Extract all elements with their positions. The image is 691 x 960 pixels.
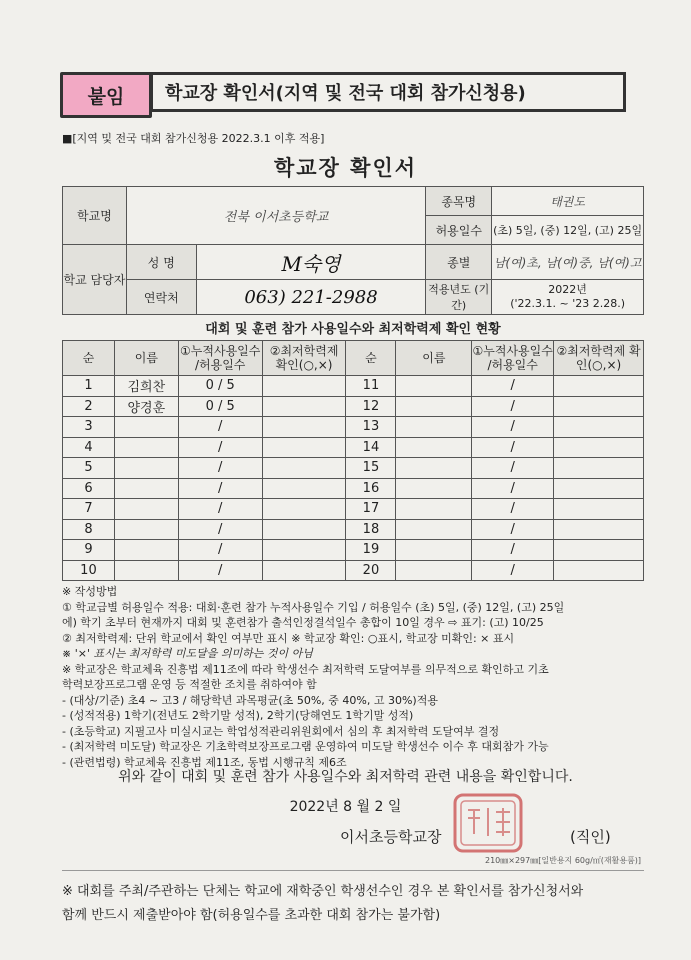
- row-no: 14: [346, 437, 396, 458]
- name-label: 성 명: [126, 245, 196, 280]
- confirmation-statement: 위와 같이 대회 및 훈련 참가 사용일수와 최저학력 관련 내용을 확인합니다.: [118, 769, 573, 785]
- table-row: [63, 376, 644, 397]
- confirmation-date: 2022년 8 월 2 일: [289, 799, 402, 815]
- row-days: /: [178, 478, 262, 499]
- row-name: [396, 540, 472, 561]
- instruction-line: ※ 학교장은 학교체육 진흥법 제11조에 따라 학생선수 최저학력 도달여부를 의무적으로 확인하고 기초: [62, 662, 549, 676]
- row-no: 3: [63, 417, 115, 438]
- row-check: [554, 519, 644, 540]
- row-check: [554, 396, 644, 417]
- row-days: /: [472, 417, 554, 438]
- row-check: [554, 458, 644, 479]
- instruction-line: ※ 작성방법: [62, 585, 118, 598]
- instruction-line: ② 최저학력제: 단위 학교에서 확인 여부만 표시 ※ 학교장 확인: ○표시, 학교장 미확인: × 표시: [62, 631, 515, 645]
- row-no: 12: [346, 396, 396, 417]
- row-name: [396, 519, 472, 540]
- row-no: 11: [346, 376, 396, 397]
- row-check: [262, 396, 346, 417]
- row-check: [262, 560, 346, 581]
- table-row: [63, 417, 644, 438]
- row-check: [262, 499, 346, 520]
- allowed-days-value: (초) 5일, (중) 12일, (고) 25일: [492, 216, 644, 245]
- school-name-value: 전북 이서초등학교: [126, 187, 425, 245]
- row-check: [262, 458, 346, 479]
- row-no: 15: [346, 458, 396, 479]
- row-name: [396, 458, 472, 479]
- applicability-note: ■[지역 및 전국 대회 참가신청용 2022.3.1 이후 적용]: [62, 132, 325, 145]
- row-name: 양경훈: [114, 396, 178, 417]
- table-row: [63, 499, 644, 520]
- row-days: /: [472, 540, 554, 561]
- event-value: 태권도: [492, 187, 644, 216]
- row-name: [396, 560, 472, 581]
- row-days: /: [178, 499, 262, 520]
- official-seal-icon: [452, 792, 524, 854]
- header-name: 이름: [114, 341, 178, 376]
- row-no: 5: [63, 458, 115, 479]
- footer-line: ※ 대회를 주최/주관하는 단체는 학교에 재학중인 학생선수인 경우 본 확인서를 참가신청서와: [62, 884, 584, 899]
- school-name-label: 학교명: [63, 187, 127, 245]
- instruction-line: ① 학교급별 허용일수 적용: 대회·훈련 참가 누적사용일수 기입 / 허용일수 (초) 5일, (중) 12일, (고) 25일: [62, 600, 565, 614]
- row-check: [554, 417, 644, 438]
- year-value: [492, 280, 644, 315]
- row-no: 6: [63, 478, 115, 499]
- row-days: /: [178, 417, 262, 438]
- row-check: [554, 499, 644, 520]
- row-name: [396, 417, 472, 438]
- row-days: /: [472, 437, 554, 458]
- row-name: [396, 376, 472, 397]
- instruction-line: - (관련법령) 학교체육 진흥법 제11조, 동법 시행규칙 제6조: [62, 755, 347, 769]
- row-name: [396, 437, 472, 458]
- row-check: [554, 540, 644, 561]
- row-name: 김희찬: [114, 376, 178, 397]
- table-row: [63, 396, 644, 417]
- row-days: /: [178, 458, 262, 479]
- year-text: 2022년: [548, 283, 587, 296]
- roster-table: [62, 340, 644, 581]
- row-check: [262, 417, 346, 438]
- divider: [62, 870, 644, 871]
- allowed-days-label: 허용일수: [426, 216, 492, 245]
- instruction-line: - (최저학력 미도달) 학교장은 기초학력보장프로그램 운영하여 미도달 학생선수 이수 후 대회참가 가능: [62, 740, 549, 753]
- row-no: 13: [346, 417, 396, 438]
- row-check: [554, 478, 644, 499]
- row-no: 18: [346, 519, 396, 540]
- row-name: [114, 499, 178, 520]
- instruction-line: 에) 학기 초부터 현재까지 대회 및 훈련참가 출석인정결석일수 총합이 10일 경우 ⇨ 표기: (고) 10/25: [62, 616, 544, 629]
- row-no: 4: [63, 437, 115, 458]
- row-check: [262, 519, 346, 540]
- instruction-line: ※ '×' 표시는 최저학력 미도달을 의미하는 것이 아님: [62, 647, 313, 660]
- row-no: 7: [63, 499, 115, 520]
- row-name: [114, 417, 178, 438]
- footer-note: [62, 880, 662, 928]
- header-days: ①누적사용일수 /허용일수: [178, 341, 262, 376]
- row-days: /: [472, 376, 554, 397]
- instruction-line: - (대상/기준) 초4 ~ 고3 / 해당학년 과목평균(초 50%, 중 40%, 고 30%)적용: [62, 693, 438, 707]
- row-name: [114, 560, 178, 581]
- row-check: [262, 437, 346, 458]
- row-name: [396, 499, 472, 520]
- instruction-line: - (초등학교) 지필고사 미실시교는 학업성적관리위원회에서 심의 후 최저학력 도달여부 결정: [62, 724, 500, 738]
- manager-name-handwritten: M숙영: [196, 245, 426, 280]
- period-text: ('22.3.1. ~ '23 2.28.): [510, 297, 625, 310]
- row-no: 19: [346, 540, 396, 561]
- row-no: 16: [346, 478, 396, 499]
- row-name: [114, 437, 178, 458]
- row-days: /: [178, 540, 262, 561]
- event-label: 종목명: [426, 187, 492, 216]
- row-no: 2: [63, 396, 115, 417]
- row-check: [262, 478, 346, 499]
- footer-line: 함께 반드시 제출받아야 함(허용일수를 초과한 대회 참가는 불가함): [62, 908, 441, 923]
- row-check: [554, 437, 644, 458]
- contact-label: 연락처: [126, 280, 196, 315]
- document-heading: 학교장 확인서(지역 및 전국 대회 참가신청용): [150, 72, 626, 112]
- row-check: [262, 540, 346, 561]
- row-days: 0 / 5: [178, 376, 262, 397]
- row-days: /: [472, 519, 554, 540]
- roster-title: 대회 및 훈련 참가 사용일수와 최저학력제 확인 현황: [205, 322, 501, 337]
- row-days: /: [472, 560, 554, 581]
- table-row: [63, 458, 644, 479]
- form-title: 학교장 확인서: [273, 156, 418, 180]
- row-days: /: [472, 478, 554, 499]
- table-row: [63, 519, 644, 540]
- manager-label: 학교 담당자: [63, 245, 127, 315]
- row-no: 10: [63, 560, 115, 581]
- info-table: [62, 186, 644, 315]
- row-days: /: [178, 437, 262, 458]
- year-label: 적용년도 (기간): [426, 280, 492, 315]
- header-days-right: ①누적사용일수 /허용일수: [472, 341, 554, 376]
- seal-mark: (직인): [570, 828, 611, 846]
- row-days: 0 / 5: [178, 396, 262, 417]
- row-no: 20: [346, 560, 396, 581]
- table-row: [63, 478, 644, 499]
- row-days: /: [178, 519, 262, 540]
- category-value: 남(여)초, 남(여)중, 남(여)고: [492, 245, 644, 280]
- row-no: 1: [63, 376, 115, 397]
- row-name: [114, 478, 178, 499]
- row-name: [114, 540, 178, 561]
- row-name: [396, 478, 472, 499]
- row-name: [114, 458, 178, 479]
- row-name: [114, 519, 178, 540]
- row-check: [554, 376, 644, 397]
- header-check-right: ②최저학력제 확인(○,×): [554, 341, 644, 376]
- header-no: 순: [63, 341, 115, 376]
- row-no: 9: [63, 540, 115, 561]
- attachment-badge: 붙임: [60, 72, 152, 118]
- row-days: /: [472, 458, 554, 479]
- row-name: [396, 396, 472, 417]
- instruction-line: - (성적적용) 1학기(전년도 2학기말 성적), 2학기(당해연도 1학기말 성적): [62, 709, 414, 722]
- header-no-right: 순: [346, 341, 396, 376]
- header-name-right: 이름: [396, 341, 472, 376]
- row-check: [554, 560, 644, 581]
- contact-handwritten: 063) 221-2988: [196, 280, 426, 315]
- row-check: [262, 376, 346, 397]
- row-days: /: [178, 560, 262, 581]
- table-row: [63, 560, 644, 581]
- paper-spec: 210㎜×297㎜[일반용지 60g/㎡(재활용품)]: [485, 856, 642, 865]
- instruction-line: 학력보장프로그램 운영 등 적절한 조치를 취하여야 함: [62, 678, 317, 691]
- row-days: /: [472, 396, 554, 417]
- table-row: [63, 437, 644, 458]
- header-check: ②최저학력제 확인(○,×): [262, 341, 346, 376]
- row-no: 8: [63, 519, 115, 540]
- school-head-title: 이서초등학교장: [340, 828, 442, 846]
- row-days: /: [472, 499, 554, 520]
- category-label: 종별: [426, 245, 492, 280]
- table-row: [63, 540, 644, 561]
- row-no: 17: [346, 499, 396, 520]
- writing-instructions: [62, 584, 662, 770]
